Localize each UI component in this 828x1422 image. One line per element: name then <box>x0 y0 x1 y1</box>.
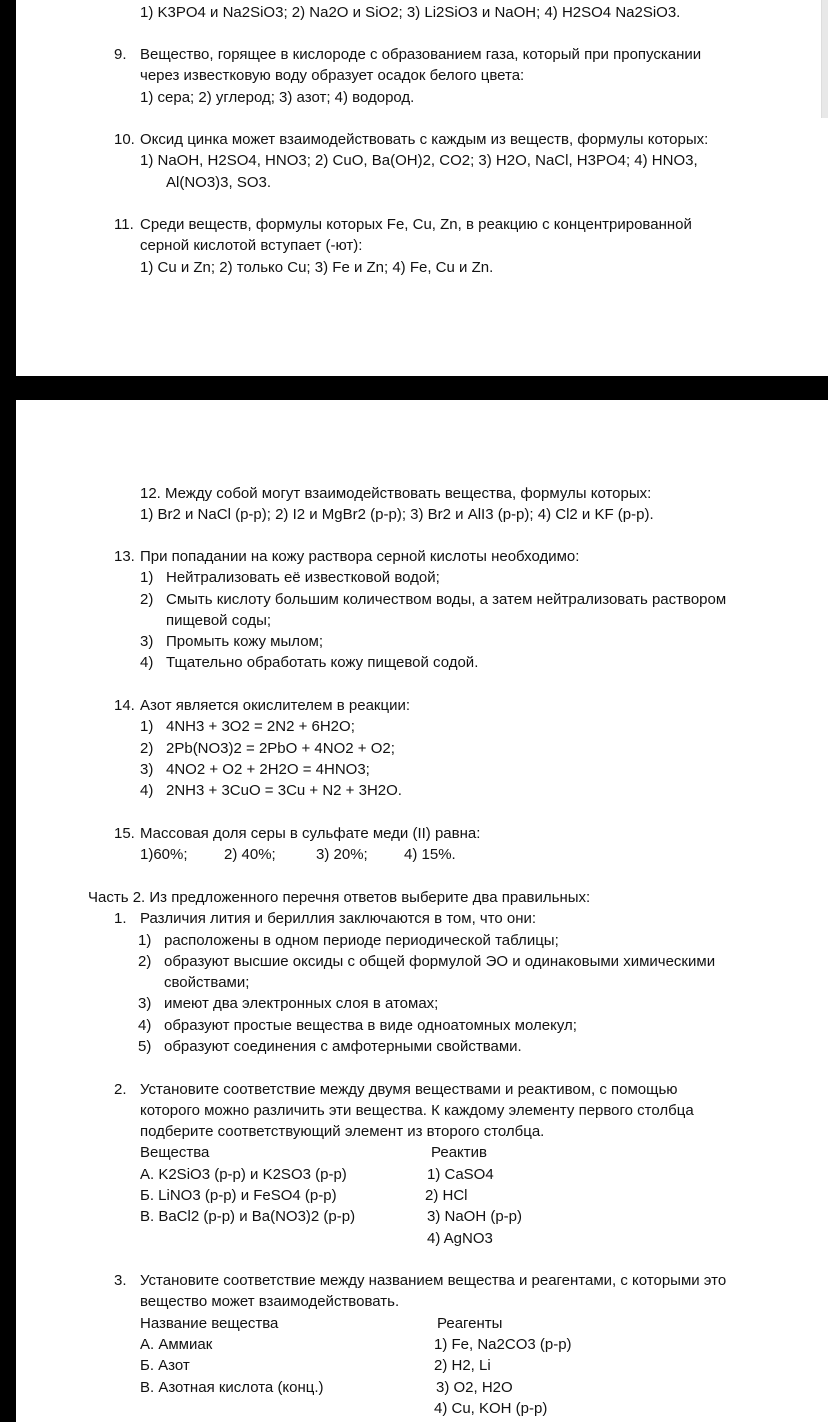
q9-options: 1) сера; 2) углерод; 3) азот; 4) водород. <box>140 89 415 106</box>
p2q2-text-line2: которого можно различить эти вещества. К каждому элементу первого столбца <box>140 1102 694 1119</box>
p2q1-number: 1. <box>114 910 127 927</box>
q14-option-text: 4NO2 + O2 + 2H2O = 4HNO3; <box>166 761 370 778</box>
q13-option-text: Смыть кислоту большим количеством воды, а затем нейтрализовать раствором <box>166 591 727 608</box>
q15-option: 1)60%; <box>140 846 188 863</box>
p2q1-option-text: образуют простые вещества в виде одноатомных молекул; <box>164 1017 577 1034</box>
q13-text: При попадании на кожу раствора серной кислоты необходимо: <box>140 548 580 565</box>
q13-number: 13. <box>114 548 135 565</box>
p2q1-option-num: 3) <box>138 995 152 1012</box>
p2q3-left-item: А. Аммиак <box>140 1336 213 1353</box>
p2q2-right-header: Реактив <box>431 1144 487 1161</box>
part2-heading: Часть 2. Из предложенного перечня ответов выберите два правильных: <box>88 889 591 906</box>
q15-number: 15. <box>114 825 135 842</box>
document-page-2 <box>16 400 828 1422</box>
document-page-1 <box>16 0 828 376</box>
p2q2-number: 2. <box>114 1081 127 1098</box>
p2q2-left-item: В. BaCl2 (р-р) и Ba(NO3)2 (р-р) <box>140 1208 356 1225</box>
p2q1-option-text: расположены в одном периоде периодической таблицы; <box>164 932 559 949</box>
q13-option-num: 4) <box>140 654 154 671</box>
q14-option-num: 2) <box>140 740 154 757</box>
q14-number: 14. <box>114 697 135 714</box>
q11-number: 11. <box>114 216 134 233</box>
p2q1-option-text: свойствами; <box>164 974 250 991</box>
p2q2-left-header: Вещества <box>140 1144 210 1161</box>
q13-option-num: 1) <box>140 569 154 586</box>
p2q1-option-num: 2) <box>138 953 152 970</box>
p2q1-option-text: образуют высшие оксиды с общей формулой ЭО и одинаковыми химическими <box>164 953 716 970</box>
q14-option-text: 2NH3 + 3CuO = 3Cu + N2 + 3H2O. <box>166 782 402 799</box>
q14-option-num: 3) <box>140 761 154 778</box>
p2q2-left-item: Б. LiNO3 (р-р) и FeSO4 (р-р) <box>140 1187 337 1204</box>
q9-text-line1: Вещество, горящее в кислороде с образованием газа, который при пропускании <box>140 46 702 63</box>
q12-options: 1) Br2 и NaCl (р-р); 2) I2 и MgBr2 (р-р); 3) Br2 и AlI3 (р-р); 4) Cl2 и KF (р-р). <box>140 506 654 523</box>
p2q1-option-text: образуют соединения с амфотерными свойствами. <box>164 1038 522 1055</box>
q13-option-text: Тщательно обработать кожу пищевой содой. <box>166 654 479 671</box>
p2q3-left-item: Б. Азот <box>140 1357 190 1374</box>
p2q3-right-item: 3) O2, H2O <box>436 1379 513 1396</box>
q15-option: 2) 40%; <box>224 846 276 863</box>
p2q3-right-item: 4) Cu, KOH (р-р) <box>434 1400 548 1417</box>
q13-option-text: Промыть кожу мылом; <box>166 633 324 650</box>
q10-text: Оксид цинка может взаимодействовать с каждым из веществ, формулы которых: <box>140 131 709 148</box>
q13-option-num: 2) <box>140 591 154 608</box>
p2q1-option-num: 4) <box>138 1017 152 1034</box>
q14-option-num: 4) <box>140 782 154 799</box>
p2q3-left-item: В. Азотная кислота (конц.) <box>140 1379 324 1396</box>
q12-text: 12. Между собой могут взаимодействовать вещества, формулы которых: <box>140 485 652 502</box>
p2q2-right-item: 4) AgNO3 <box>427 1230 493 1247</box>
p2q1-option-text: имеют два электронных слоя в атомах; <box>164 995 439 1012</box>
q9-number: 9. <box>114 46 127 63</box>
q14-option-text: 4NH3 + 3O2 = 2N2 + 6H2O; <box>166 718 355 735</box>
q13-option-text: Нейтрализовать её известковой водой; <box>166 569 440 586</box>
q11-text-line1: Среди веществ, формулы которых Fe, Cu, Zn, в реакцию с концентрированной <box>140 216 692 233</box>
p2q2-right-item: 1) CaSO4 <box>427 1166 494 1183</box>
q9-text-line2: через известковую воду образует осадок белого цвета: <box>140 67 525 84</box>
p2q3-right-item: 1) Fe, Na2CO3 (р-р) <box>434 1336 572 1353</box>
p2q2-left-item: А. K2SiO3 (р-р) и K2SO3 (р-р) <box>140 1166 347 1183</box>
q11-text-line2: серной кислотой вступает (-ют): <box>140 237 363 254</box>
q10-options-line1: 1) NaOH, H2SO4, HNO3; 2) CuO, Ba(OH)2, CO2; 3) H2O, NaCl, H3PO4; 4) HNO3, <box>140 152 698 169</box>
q14-text: Азот является окислителем в реакции: <box>140 697 410 714</box>
q10-options-line2: Al(NO3)3, SO3. <box>166 174 272 191</box>
p2q2-right-item: 2) HCl <box>425 1187 468 1204</box>
scrollbar-thumb[interactable] <box>821 0 828 118</box>
q14-option-num: 1) <box>140 718 154 735</box>
p2q3-text-line1: Установите соответствие между названием вещества и реагентами, с которыми это <box>140 1272 727 1289</box>
p2q1-option-num: 1) <box>138 932 152 949</box>
p2q3-right-item: 2) H2, Li <box>434 1357 491 1374</box>
q11-options: 1) Cu и Zn; 2) только Cu; 3) Fe и Zn; 4) Fe, Cu и Zn. <box>140 259 494 276</box>
p2q3-right-header: Реагенты <box>437 1315 503 1332</box>
q14-option-text: 2Pb(NO3)2 = 2PbO + 4NO2 + O2; <box>166 740 395 757</box>
p2q1-text: Различия лития и бериллия заключаются в том, что они: <box>140 910 537 927</box>
p2q3-text-line2: вещество может взаимодействовать. <box>140 1293 400 1310</box>
p2q2-right-item: 3) NaOH (р-р) <box>427 1208 523 1225</box>
q8-options: 1) K3PO4 и Na2SiO3; 2) Na2O и SiO2; 3) Li2SiO3 и NaOH; 4) H2SO4 Na2SiO3. <box>140 4 681 21</box>
q15-option: 4) 15%. <box>404 846 456 863</box>
p2q3-number: 3. <box>114 1272 127 1289</box>
p2q1-option-num: 5) <box>138 1038 152 1055</box>
p2q2-text-line3: подберите соответствующий элемент из второго столбца. <box>140 1123 545 1140</box>
p2q3-left-header: Название вещества <box>140 1315 279 1332</box>
q13-option-text: пищевой соды; <box>166 612 272 629</box>
q13-option-num: 3) <box>140 633 154 650</box>
q10-number: 10. <box>114 131 135 148</box>
p2q2-text-line1: Установите соответствие между двумя веществами и реактивом, с помощью <box>140 1081 678 1098</box>
q15-text: Массовая доля серы в сульфате меди (II) равна: <box>140 825 481 842</box>
q15-option: 3) 20%; <box>316 846 368 863</box>
